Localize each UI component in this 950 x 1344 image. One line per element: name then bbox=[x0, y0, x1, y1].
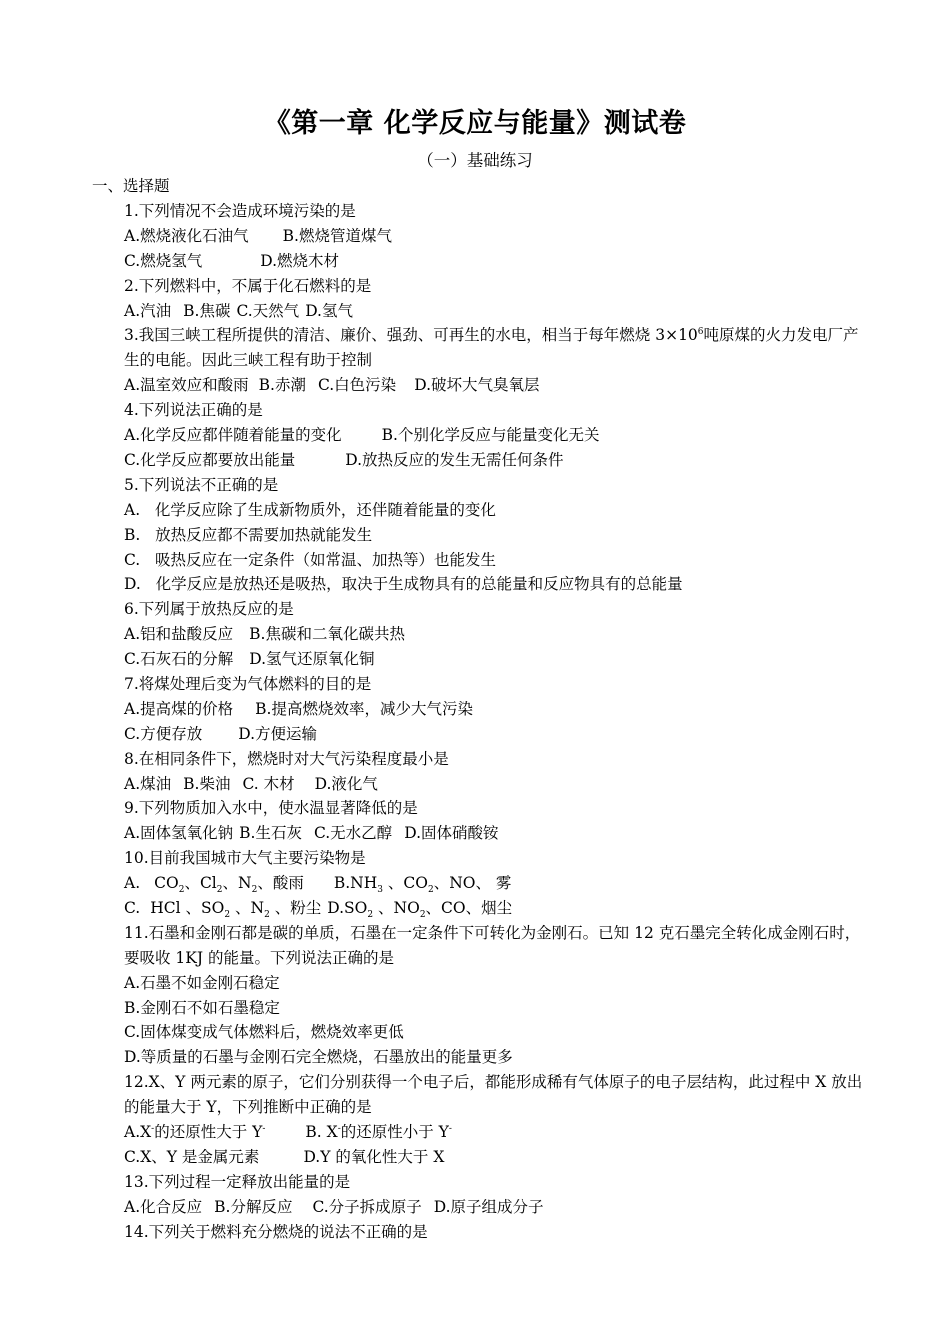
option-c: C.石灰石的分解 bbox=[124, 650, 234, 669]
question-3-stem bbox=[124, 323, 864, 373]
question-list bbox=[124, 199, 864, 1245]
question-12-options-cd bbox=[124, 1145, 864, 1170]
formula-part: 、N bbox=[222, 874, 252, 893]
option-c: C.方便存放 bbox=[124, 724, 203, 743]
formula-part: 、N bbox=[230, 898, 265, 917]
option-c-label: C. bbox=[124, 898, 141, 917]
option-text: B. X bbox=[305, 1123, 338, 1142]
question-7-options-cd bbox=[124, 722, 864, 747]
option-a: A.煤油 bbox=[124, 774, 172, 793]
subscript: 2 bbox=[264, 910, 270, 921]
subscript: 2 bbox=[216, 885, 223, 896]
question-13-stem: 13.下列过程一定释放出能量的是 bbox=[124, 1172, 351, 1191]
option-b: B.生石灰 bbox=[239, 824, 302, 843]
option-d: D.液化气 bbox=[314, 774, 378, 793]
question-4-options-ab bbox=[124, 423, 864, 448]
question-5-stem: 5.下列说法不正确的是 bbox=[124, 475, 279, 494]
formula-part: 、CO、烟尘 bbox=[425, 898, 513, 917]
subscript: 3 bbox=[377, 885, 383, 896]
option-a bbox=[124, 1123, 265, 1141]
subscript: 2 bbox=[427, 885, 434, 896]
option-a-label: A. bbox=[124, 874, 141, 893]
formula-part: 、粉尘 bbox=[269, 898, 322, 917]
option-b bbox=[333, 874, 512, 896]
option-d: D.氢气 bbox=[305, 301, 353, 320]
option-d: D.固体硝酸铵 bbox=[404, 824, 499, 843]
option-a: A.温室效应和酸雨 bbox=[124, 376, 249, 395]
option-b: B.焦碳和二氧化碳共热 bbox=[249, 625, 405, 644]
formula-part: 、Cl bbox=[184, 874, 217, 893]
formula-part: 、NO bbox=[373, 898, 420, 917]
question-9-stem: 9.下列物质加入水中，使水温显著降低的是 bbox=[124, 799, 418, 818]
question-7-options-ab bbox=[124, 697, 864, 722]
question-3-stem-part: 3.我国三峡工程所提供的清洁、廉价、强劲、可再生的水电，相当于每年燃烧 3×10 bbox=[124, 326, 698, 345]
superscript: - bbox=[337, 1123, 341, 1134]
question-2-stem: 2.下列燃料中，不属于化石燃料的是 bbox=[124, 276, 372, 295]
formula-part: B.NH bbox=[333, 874, 378, 893]
question-12-options-ab bbox=[124, 1120, 864, 1145]
superscript: - bbox=[262, 1123, 266, 1134]
option-d: D.破坏大气臭氧层 bbox=[414, 376, 540, 395]
question-11-stem: 11.石墨和金刚石都是碳的单质，石墨在一定条件下可转化为金刚石。已知 12 克石墨完全转化成金刚石时，要吸收 1KJ 的能量。下列说法正确的是 bbox=[124, 923, 861, 967]
superscript: - bbox=[448, 1123, 452, 1134]
question-3-stem-part: 吨原煤的火力发电厂产生的电能。因此三峡工程有助于控制 bbox=[124, 326, 859, 370]
option-a: A.固体氢氧化钠 bbox=[124, 824, 234, 843]
question-3-options bbox=[124, 373, 864, 398]
option-a: A.燃烧液化石油气 bbox=[124, 226, 249, 245]
option-c: C.无水乙醇 bbox=[313, 824, 393, 843]
subscript: 2 bbox=[367, 910, 374, 921]
question-10-options-ab bbox=[124, 871, 864, 896]
option-c: C.白色污染 bbox=[317, 376, 397, 395]
option-d: D.方便运输 bbox=[238, 724, 318, 743]
option-a: A. 化学反应除了生成新物质外，还伴随着能量的变化 bbox=[124, 500, 496, 519]
option-d bbox=[327, 898, 513, 921]
option-b: B. 放热反应都不需要加热就能发生 bbox=[124, 525, 373, 544]
option-a: A.化合反应 bbox=[124, 1197, 203, 1216]
option-c: C.天然气 bbox=[236, 301, 300, 320]
option-d: D.等质量的石墨与金刚石完全燃烧，石墨放出的能量更多 bbox=[124, 1048, 513, 1067]
question-12-stem: 12.X、Y 两元素的原子，它们分别获得一个电子后，都能形成稀有气体原子的电子层结构，此过程中 X 放出的能量大于 Y，下列推断中正确的是 bbox=[124, 1073, 863, 1117]
option-b: B.个别化学反应与能量变化无关 bbox=[381, 426, 600, 445]
question-6-options-ab bbox=[124, 622, 864, 647]
question-6-stem: 6.下列属于放热反应的是 bbox=[124, 600, 294, 619]
option-d: D. 化学反应是放热还是吸热，取决于生成物具有的总能量和反应物具有的总能量 bbox=[124, 575, 683, 594]
option-c: C.固体煤变成气体燃料后，燃烧效率更低 bbox=[124, 1023, 404, 1042]
option-d: D.Y 的氧化性大于 X bbox=[303, 1147, 445, 1166]
question-6-options-cd bbox=[124, 647, 864, 672]
formula-part: HCl 、SO bbox=[150, 898, 225, 917]
subscript: 2 bbox=[224, 910, 231, 921]
subscript: 2 bbox=[251, 885, 258, 896]
section-heading: 一、选择题 bbox=[92, 177, 170, 195]
question-9-options bbox=[124, 821, 864, 846]
formula-part: D.SO bbox=[327, 898, 368, 917]
exponent: 6 bbox=[697, 327, 704, 338]
option-c bbox=[124, 898, 322, 921]
option-b: B.提高燃烧效率，减少大气污染 bbox=[255, 699, 473, 718]
option-a: A.提高煤的价格 bbox=[124, 699, 234, 718]
option-b: B.金刚石不如石墨稳定 bbox=[124, 998, 280, 1017]
question-8-stem: 8.在相同条件下，燃烧时对大气污染程度最小是 bbox=[124, 749, 449, 768]
option-text: 的还原性大于 Y bbox=[154, 1123, 263, 1142]
formula-part: CO bbox=[154, 874, 179, 893]
option-a bbox=[124, 874, 304, 896]
question-1-options-ab bbox=[124, 224, 864, 249]
question-10-options-cd bbox=[124, 896, 864, 921]
formula-part: 、CO bbox=[382, 874, 428, 893]
option-b bbox=[305, 1123, 452, 1141]
question-4-options-cd bbox=[124, 448, 864, 473]
question-10-stem: 10.目前我国城市大气主要污染物是 bbox=[124, 849, 366, 868]
option-a: A.石墨不如金刚石稳定 bbox=[124, 973, 280, 992]
question-1-options-cd bbox=[124, 249, 864, 274]
option-b: B.焦碳 bbox=[183, 301, 231, 320]
option-b: B.柴油 bbox=[183, 774, 231, 793]
formula-part: 、NO、 雾 bbox=[433, 874, 512, 893]
subscript: 2 bbox=[178, 885, 185, 896]
option-c: C.分子拆成原子 bbox=[312, 1197, 422, 1216]
option-d: D.燃烧木材 bbox=[260, 251, 340, 270]
question-7-stem: 7.将煤处理后变为气体燃料的目的是 bbox=[124, 674, 372, 693]
option-c: C. 吸热反应在一定条件（如常温、加热等）也能发生 bbox=[124, 550, 497, 569]
option-c: C.燃烧氢气 bbox=[124, 251, 203, 270]
document-title: 《第一章 化学反应与能量》测试卷 bbox=[263, 108, 687, 139]
option-text: 的还原性小于 Y bbox=[340, 1123, 449, 1142]
question-2-options bbox=[124, 299, 864, 324]
option-c: C.X、Y 是金属元素 bbox=[124, 1147, 260, 1166]
option-c: C.化学反应都要放出能量 bbox=[124, 450, 296, 469]
question-1-stem: 1.下列情况不会造成环境污染的是 bbox=[124, 202, 356, 220]
option-a: A.汽油 bbox=[124, 301, 172, 320]
question-4-stem: 4.下列说法正确的是 bbox=[124, 401, 263, 420]
option-b: B.分解反应 bbox=[214, 1197, 293, 1216]
subscript: 2 bbox=[419, 910, 426, 921]
option-b: B.赤潮 bbox=[258, 376, 306, 395]
question-14-stem: 14.下列关于燃料充分燃烧的说法不正确的是 bbox=[124, 1222, 428, 1241]
question-13-options bbox=[124, 1195, 864, 1220]
option-d: D.放热反应的发生无需任何条件 bbox=[345, 450, 564, 469]
option-b: B.燃烧管道煤气 bbox=[282, 226, 392, 245]
question-8-options bbox=[124, 772, 864, 797]
option-d: D.氢气还原氧化铜 bbox=[249, 650, 375, 669]
document-subtitle: （一）基础练习 bbox=[417, 151, 533, 170]
option-d: D.原子组成分子 bbox=[433, 1197, 544, 1216]
option-c: C. 木材 bbox=[242, 774, 295, 793]
option-a: A.铝和盐酸反应 bbox=[124, 625, 234, 644]
superscript: - bbox=[151, 1123, 155, 1134]
option-a: A.化学反应都伴随着能量的变化 bbox=[124, 426, 342, 445]
option-text: A.X bbox=[124, 1123, 152, 1142]
formula-part: 、酸雨 bbox=[257, 874, 304, 893]
